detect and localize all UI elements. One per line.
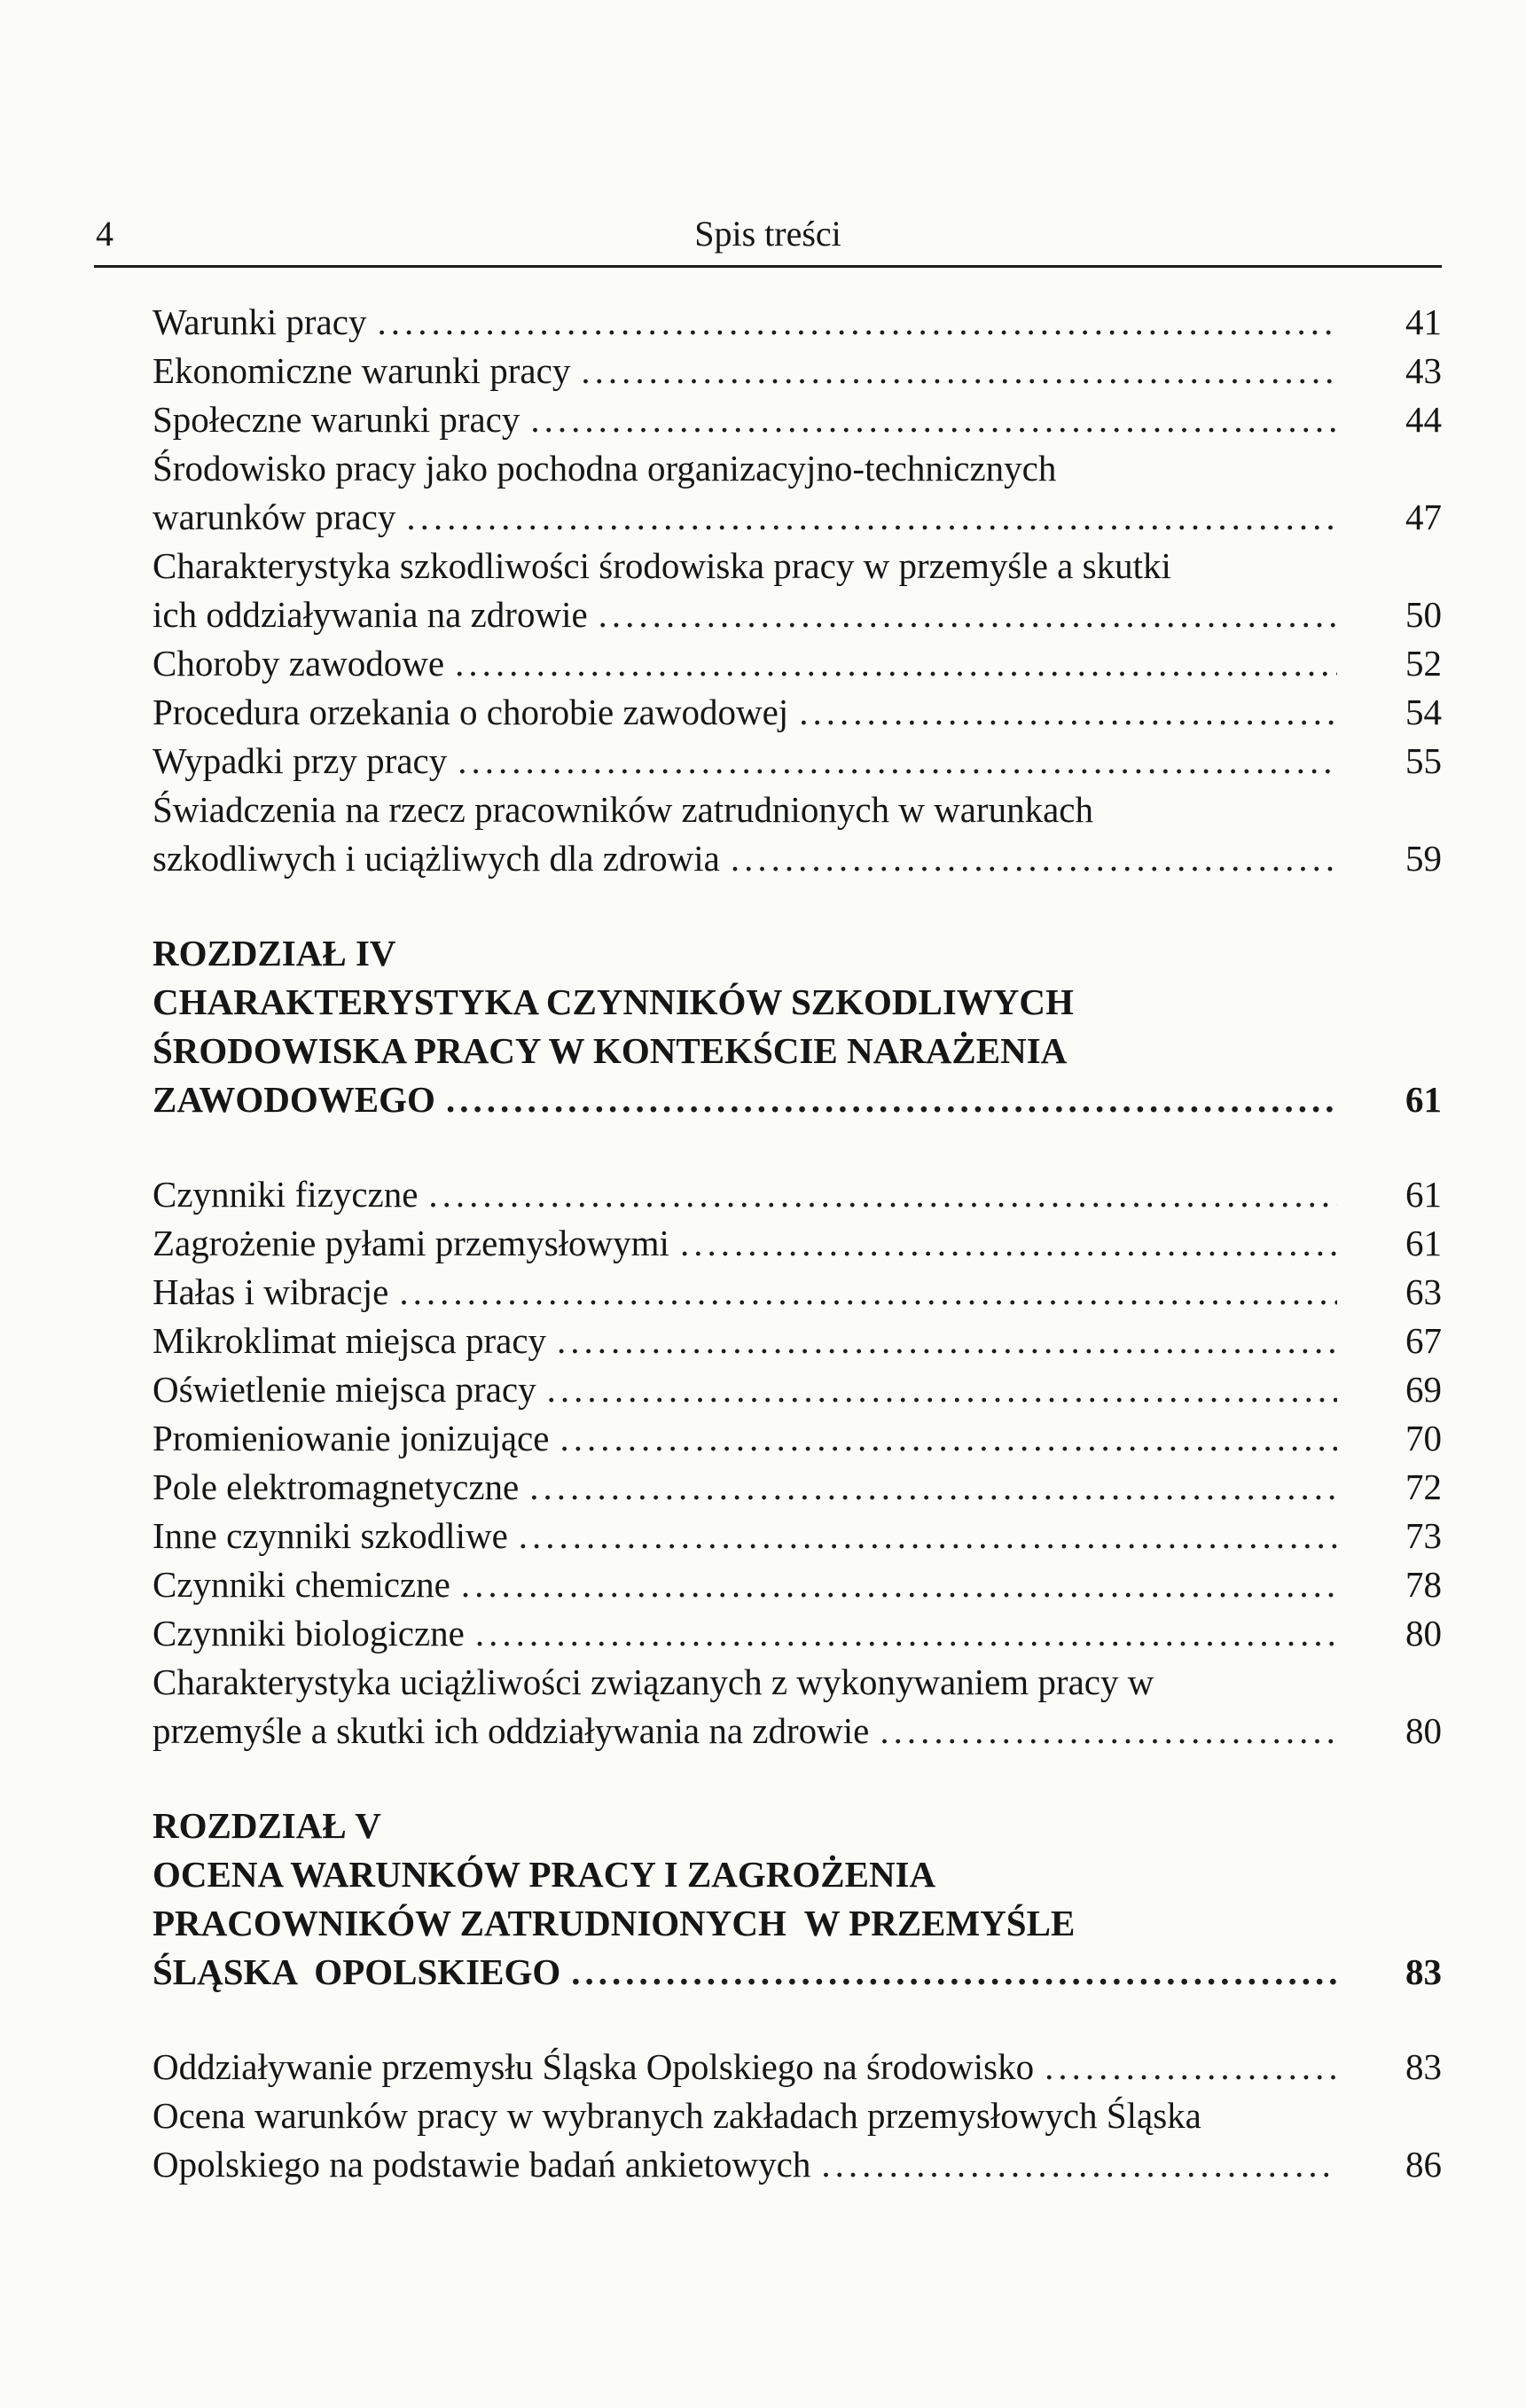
toc-line-text: szkodliwych i uciążliwych dla zdrowia [153, 838, 720, 879]
toc-line [153, 1560, 1442, 1609]
toc-line [153, 1948, 1442, 1997]
dot-leader [406, 493, 1337, 542]
toc-line-text: Oświetlenie miejsca pracy [153, 1369, 536, 1410]
toc-line-text: ŚRODOWISKA PRACY W KONTEKŚCIE NARAŻENIA [153, 1030, 1068, 1071]
toc-line [153, 1609, 1442, 1658]
toc-page-ref: 44 [1405, 399, 1442, 440]
toc-page-ref: 61 [1405, 1174, 1442, 1215]
dot-leader [530, 395, 1337, 444]
toc-page-ref: 52 [1405, 643, 1442, 684]
toc-line-text: Świadczenia na rzecz pracowników zatrudnionych w warunkach [153, 789, 1093, 830]
toc-line [153, 1850, 1442, 1899]
dot-leader [446, 1075, 1337, 1124]
toc-line [153, 978, 1442, 1027]
toc-line-text: Ocena warunków pracy w wybranych zakładach przemysłowych Śląska [153, 2095, 1201, 2136]
toc-line-text: Wypadki przy pracy [153, 740, 448, 781]
toc-line [153, 1317, 1442, 1365]
toc-line [153, 347, 1442, 395]
toc-page-ref: 73 [1405, 1515, 1442, 1556]
toc-line-text: Charakterystyka szkodliwości środowiska pracy w przemyśle a skutki [153, 545, 1171, 586]
toc-line [153, 1075, 1442, 1124]
toc-page-ref: 55 [1405, 740, 1442, 781]
toc-line-text: ŚLĄSKA OPOLSKIEGO [153, 1951, 561, 1992]
toc-line-text: Środowisko pracy jako pochodna organizacyjno-technicznych [153, 448, 1057, 489]
toc-line-text: Opolskiego na podstawie badań ankietowych [153, 2144, 811, 2185]
toc-line [153, 444, 1442, 493]
toc-line-text: Promieniowanie jonizujące [153, 1418, 550, 1458]
toc-line [153, 2091, 1442, 2140]
toc-line [153, 493, 1442, 542]
toc-line [153, 1463, 1442, 1512]
toc-line [153, 929, 1442, 978]
toc-line [153, 1658, 1442, 1707]
dot-leader [880, 1707, 1337, 1755]
toc-page-ref: 67 [1405, 1320, 1442, 1361]
toc-line-text: Czynniki biologiczne [153, 1613, 465, 1654]
toc-page-ref: 59 [1405, 838, 1442, 879]
dot-leader [557, 1317, 1337, 1365]
toc-page-ref: 61 [1405, 1079, 1442, 1120]
chapter-3-entries [153, 298, 1442, 883]
toc-line-text: Czynniki chemiczne [153, 1564, 450, 1605]
toc-page-ref: 61 [1405, 1223, 1442, 1263]
toc-line-text: Charakterystyka uciążliwości związanych z wykonywaniem pracy w [153, 1661, 1154, 1702]
toc-line-text: Procedura orzekania o chorobie zawodowej [153, 692, 789, 732]
toc-line-text: Inne czynniki szkodliwe [153, 1515, 508, 1556]
toc-line-text: ich oddziaływania na zdrowie [153, 594, 588, 635]
toc-page-ref: 83 [1405, 2046, 1442, 2087]
dot-leader [731, 834, 1337, 883]
toc-page-ref: 54 [1405, 692, 1442, 732]
toc-line-text: Czynniki fizyczne [153, 1174, 419, 1215]
page-number: 4 [96, 214, 113, 254]
toc-line-text: Społeczne warunki pracy [153, 399, 520, 440]
toc-line [153, 1414, 1442, 1463]
chapter-4-entries [153, 1170, 1442, 1755]
dot-leader [680, 1219, 1337, 1268]
dot-leader [458, 737, 1337, 786]
dot-leader [475, 1609, 1337, 1658]
dot-leader [799, 688, 1337, 737]
dot-leader [581, 347, 1337, 395]
toc-line [153, 1512, 1442, 1560]
toc-page-ref: 47 [1405, 496, 1442, 537]
toc-page-ref: 70 [1405, 1418, 1442, 1458]
toc-line [153, 1027, 1442, 1075]
toc-line [153, 1899, 1442, 1948]
toc-line [153, 834, 1442, 883]
toc-line-text: Pole elektromagnetyczne [153, 1466, 520, 1507]
chapter-5-heading [153, 1802, 1442, 1997]
toc-page-ref: 78 [1405, 1564, 1442, 1605]
dot-leader [547, 1365, 1337, 1414]
chapter-5-entries [153, 2043, 1442, 2189]
toc-line-text: Oddziaływanie przemysłu Śląska Opolskiego na środowisko [153, 2046, 1035, 2087]
toc-line-text: warunków pracy [153, 496, 396, 537]
toc-line [153, 590, 1442, 639]
toc-line-text: Mikroklimat miejsca pracy [153, 1320, 547, 1361]
toc-line [153, 542, 1442, 590]
toc-line [153, 2043, 1442, 2091]
toc-page-ref: 80 [1405, 1613, 1442, 1654]
toc-line [153, 786, 1442, 834]
toc-line-text: Choroby zawodowe [153, 643, 445, 684]
toc-line-text: ROZDZIAŁ IV [153, 933, 396, 973]
toc-page-ref: 83 [1405, 1951, 1442, 1992]
dot-leader [461, 1560, 1337, 1609]
toc-page-ref: 50 [1405, 594, 1442, 635]
toc-line-text: Ekonomiczne warunki pracy [153, 350, 571, 391]
toc-line [153, 1170, 1442, 1219]
toc-line [153, 298, 1442, 347]
toc-page-ref: 72 [1405, 1466, 1442, 1507]
dot-leader [377, 298, 1337, 347]
toc-line-text: ROZDZIAŁ V [153, 1805, 381, 1846]
dot-leader [428, 1170, 1337, 1219]
toc-page-ref: 41 [1405, 301, 1442, 342]
toc-line-text: CHARAKTERYSTYKA CZYNNIKÓW SZKODLIWYCH [153, 981, 1074, 1022]
toc-line-text: Zagrożenie pyłami przemysłowymi [153, 1223, 669, 1263]
toc-line [153, 1365, 1442, 1414]
toc-page-ref: 86 [1405, 2144, 1442, 2185]
toc-line [153, 1802, 1442, 1850]
dot-leader [821, 2140, 1337, 2189]
toc-line [153, 737, 1442, 786]
toc-line-text: Warunki pracy [153, 301, 367, 342]
toc-line-text: przemyśle a skutki ich oddziaływania na zdrowie [153, 1710, 870, 1751]
dot-leader [399, 1268, 1337, 1317]
toc-line [153, 1707, 1442, 1755]
dot-leader [1045, 2043, 1337, 2091]
toc-page-ref: 43 [1405, 350, 1442, 391]
dot-leader [599, 590, 1337, 639]
dot-leader [455, 639, 1337, 688]
toc-list [153, 298, 1442, 2189]
dot-leader [519, 1512, 1337, 1560]
dot-leader [560, 1414, 1337, 1463]
toc-line [153, 639, 1442, 688]
toc-page-ref: 69 [1405, 1369, 1442, 1410]
dot-leader [529, 1463, 1337, 1512]
dot-leader [571, 1948, 1337, 1997]
toc-line [153, 395, 1442, 444]
toc-line-text: OCENA WARUNKÓW PRACY I ZAGROŻENIA [153, 1854, 936, 1895]
header-title: Spis treści [694, 214, 841, 254]
page-header [94, 209, 1442, 268]
toc-line-text: PRACOWNIKÓW ZATRUDNIONYCH W PRZEMYŚLE [153, 1903, 1076, 1943]
chapter-4-heading [153, 929, 1442, 1124]
toc-line [153, 1219, 1442, 1268]
toc-line [153, 688, 1442, 737]
toc-line-text: ZAWODOWEGO [153, 1079, 435, 1120]
toc-line [153, 1268, 1442, 1317]
toc-page-ref: 63 [1405, 1271, 1442, 1312]
toc-line [153, 2140, 1442, 2189]
toc-page-ref: 80 [1405, 1710, 1442, 1751]
toc-line-text: Hałas i wibracje [153, 1271, 389, 1312]
